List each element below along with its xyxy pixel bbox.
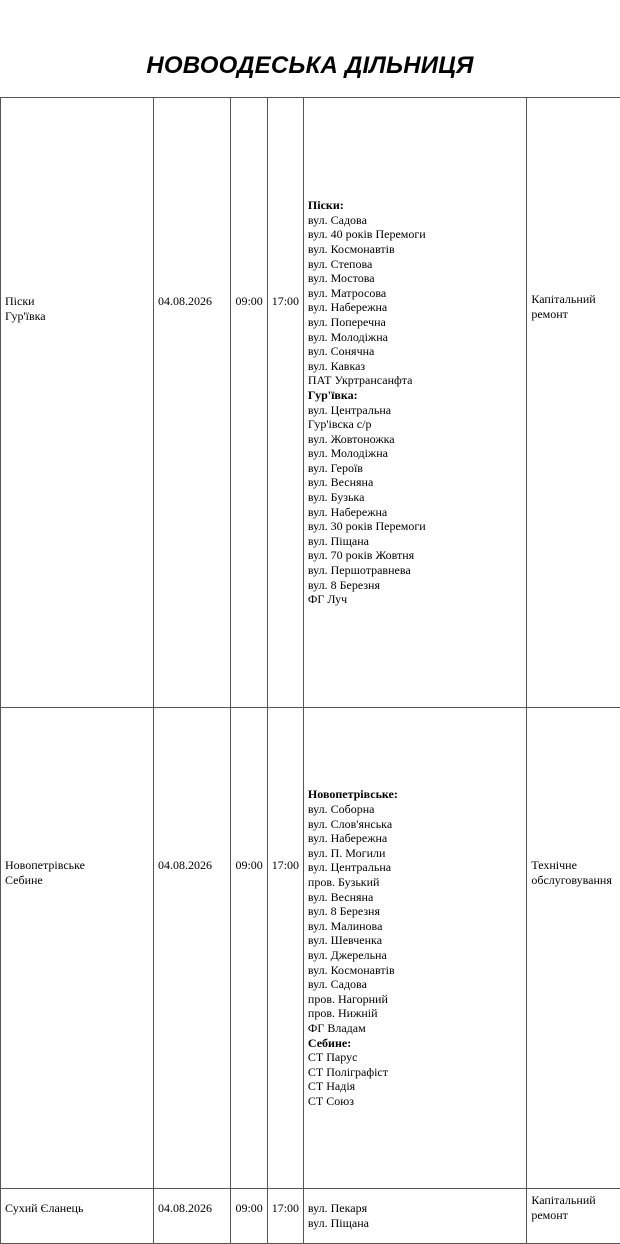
street-item: Гур'івска с/р: [308, 417, 522, 432]
settlements-cell: [1, 98, 154, 708]
street-item: вул. Садова: [308, 977, 522, 992]
date-cell: 04.08.2026: [153, 708, 230, 1189]
reason-text: Технічне: [531, 858, 616, 873]
street-item: вул. Набережна: [308, 300, 522, 315]
street-item: вул. Молодіжна: [308, 446, 522, 461]
street-item: вул. Мостова: [308, 271, 522, 286]
street-item: вул. Героїв: [308, 461, 522, 476]
group-header: Себине:: [308, 1036, 522, 1051]
start-time-cell: 09:00: [231, 1189, 267, 1244]
street-item: вул. Шевченка: [308, 933, 522, 948]
settlement-name: Новопетрівське: [5, 858, 149, 873]
table-row: [1, 1189, 620, 1244]
street-item: СТ Поліграфіст: [308, 1065, 522, 1080]
group-header: Гур'ївка:: [308, 388, 522, 403]
street-item: вул. Весняна: [308, 890, 522, 905]
end-time-cell: 17:00: [267, 98, 303, 708]
street-item: вул. Садова: [308, 213, 522, 228]
page-title: НОВООДЕСЬКА ДІЛЬНИЦЯ: [0, 52, 620, 80]
street-item: ФГ Владам: [308, 1021, 522, 1036]
settlements-cell: [1, 1189, 154, 1244]
street-item: вул. 8 Березня: [308, 578, 522, 593]
street-item: вул. Сонячна: [308, 344, 522, 359]
street-item: вул. Кавказ: [308, 359, 522, 374]
reason-text: Капітальний: [531, 292, 616, 307]
settlement-name: Гур'ївка: [5, 309, 149, 324]
street-item: ПАТ Укртрансанфта: [308, 373, 522, 388]
street-item: вул. Слов'янська: [308, 817, 522, 832]
street-item: вул. П. Могили: [308, 846, 522, 861]
street-item: вул. Космонавтів: [308, 963, 522, 978]
reason-text: Капітальний: [531, 1193, 616, 1208]
streets-cell: [303, 98, 526, 708]
start-time-cell: 09:00: [231, 708, 267, 1189]
streets-cell: [303, 1189, 526, 1244]
street-item: вул. Піщана: [308, 534, 522, 549]
settlement-name: Сухий Єланець: [5, 1201, 149, 1216]
reason-cell: [527, 708, 620, 1189]
street-item: СТ Надія: [308, 1079, 522, 1094]
street-item: вул. 70 років Жовтня: [308, 548, 522, 563]
street-item: вул. 8 Березня: [308, 904, 522, 919]
reason-text: обслуговування: [531, 873, 616, 888]
street-item: вул. Степова: [308, 257, 522, 272]
street-item: вул. Молодіжна: [308, 330, 522, 345]
start-time-cell: 09:00: [231, 98, 267, 708]
street-item: вул. Малинова: [308, 919, 522, 934]
street-item: пров. Нижній: [308, 1006, 522, 1021]
street-item: вул. Першотравнева: [308, 563, 522, 578]
date-cell: 04.08.2026: [153, 1189, 230, 1244]
table-row: [1, 708, 620, 1189]
settlement-name: Себине: [5, 873, 149, 888]
street-item: вул. Набережна: [308, 831, 522, 846]
street-item: вул. 30 років Перемоги: [308, 519, 522, 534]
group-header: Піски:: [308, 198, 522, 213]
street-item: вул. Набережна: [308, 505, 522, 520]
street-item: ФГ Луч: [308, 592, 522, 607]
reason-cell: [527, 98, 620, 708]
street-item: вул. Поперечна: [308, 315, 522, 330]
street-item: вул. Весняна: [308, 475, 522, 490]
street-item: вул. Джерельна: [308, 948, 522, 963]
reason-text: ремонт: [531, 307, 616, 322]
street-item: вул. 40 років Перемоги: [308, 227, 522, 242]
end-time-cell: 17:00: [267, 708, 303, 1189]
street-item: СТ Союз: [308, 1094, 522, 1109]
street-item: пров. Бузький: [308, 875, 522, 890]
group-header: Новопетрівське:: [308, 787, 522, 802]
street-item: вул. Космонавтів: [308, 242, 522, 257]
streets-cell: [303, 708, 526, 1189]
reason-text: ремонт: [531, 1208, 616, 1223]
street-item: вул. Центральна: [308, 860, 522, 875]
end-time-cell: 17:00: [267, 1189, 303, 1244]
table-row: [1, 98, 620, 708]
street-item: вул. Піщана: [308, 1216, 522, 1231]
settlement-name: Піски: [5, 294, 149, 309]
street-item: вул. Жовтоножка: [308, 432, 522, 447]
settlements-cell: [1, 708, 154, 1189]
street-item: пров. Нагорний: [308, 992, 522, 1007]
reason-cell: [527, 1189, 620, 1244]
street-item: вул. Бузька: [308, 490, 522, 505]
street-item: вул. Пекаря: [308, 1201, 522, 1216]
street-item: вул. Матросова: [308, 286, 522, 301]
street-item: вул. Соборна: [308, 802, 522, 817]
street-item: вул. Центральна: [308, 403, 522, 418]
outage-schedule-table: [0, 97, 620, 1244]
date-cell: 04.08.2026: [153, 98, 230, 708]
street-item: СТ Парус: [308, 1050, 522, 1065]
